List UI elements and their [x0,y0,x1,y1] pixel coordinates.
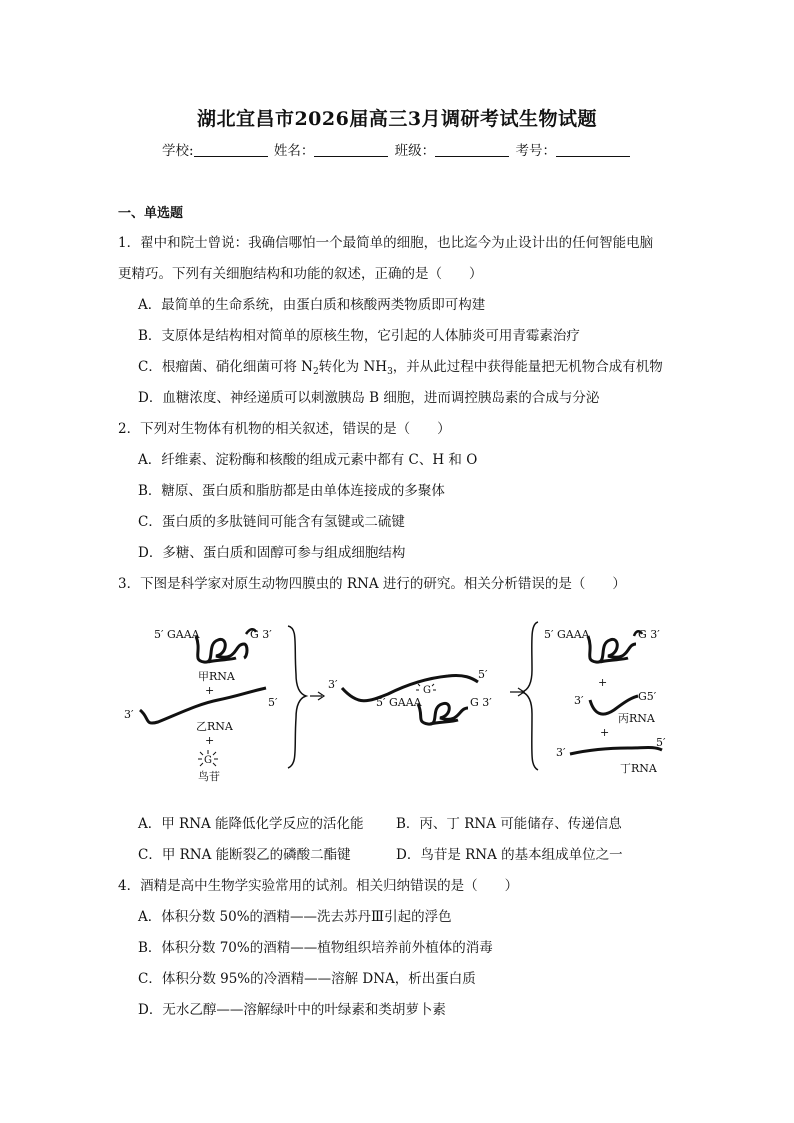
yi-rna-name: 乙RNA [196,720,233,733]
q3-option-d: D．鸟苷是 RNA 的基本组成单位之一 [396,847,623,863]
name-blank[interactable] [314,144,388,157]
ding-3prime: 3′ [556,746,566,759]
rna-diagram [118,614,674,790]
q2-stem: 2．下列对生物体有机物的相关叙述，错误的是（ ） [118,421,451,437]
q3-option-c: C．甲 RNA 能断裂乙的磷酸二酯键 [138,847,351,863]
q1-c-text1: C．根瘤菌、硝化细菌可将 N [138,359,313,375]
school-label: 学校: [162,143,194,159]
section-heading: 一、单选题 [118,206,184,221]
mid-5prime-gaaa: 5′ GAAA [376,696,422,709]
mid-5prime-label: 5′ [478,668,488,681]
q2-option-a: A．纤维素、淀粉酶和核酸的组成元素中都有 C、H 和 O [138,452,478,468]
q2-option-b: B．糖原、蛋白质和脂肪都是由单体连接成的多聚体 [138,483,445,499]
number-blank[interactable] [556,144,630,157]
q1-c-sub1: 2 [312,367,319,377]
q1-option-a: A．最简单的生命系统，由蛋白质和核酸两类物质即可构建 [138,297,486,313]
svg-text:G: G [204,755,212,766]
q3-stem: 3．下图是科学家对原生动物四膜虫的 RNA 进行的研究。相关分析错误的是（ ） [118,576,626,592]
yi-5prime-label: 5′ [268,696,278,709]
bing-g5-label: G5′ [638,690,657,703]
class-label: 班级： [394,143,436,159]
plus-2: + [205,734,215,747]
q1-c-sub2: 3 [387,367,393,377]
q1-option-b: B．支原体是结构相对简单的原核生物，它引起的人体肺炎可用青霉素治疗 [138,328,580,344]
bing-3prime: 3′ [574,694,584,707]
right-jia-3prime: G 3′ [638,628,660,641]
q1-stem-line1: 1．翟中和院士曾说：我确信哪怕一个最简单的细胞，也比迄今为止设计出的任何智能电脑 [118,235,654,251]
right-brace-1 [288,626,306,768]
ding-5prime: 5′ [656,736,666,749]
plus-1: + [205,684,215,697]
q1-c-text2: 转化为 NH [318,359,388,375]
ding-rna-name: 丁RNA [620,762,657,775]
q4-option-a: A．体积分数 50%的酒精——洗去苏丹Ⅲ引起的浮色 [138,909,452,925]
q3-option-a: A．甲 RNA 能降低化学反应的活化能 [138,816,364,832]
jia-rna-name: 甲RNA [198,670,235,683]
mid-3prime-label: 3′ [328,678,338,691]
plus-3: + [598,676,608,689]
q1-option-c [138,355,663,377]
yi-rna-strand [140,688,266,723]
q1-c-text3: ，并从此过程中获得能量把无机物合成有机物 [392,359,663,375]
q4-option-d: D．无水乙醇——溶解绿叶中的叶绿素和类胡萝卜素 [138,1002,446,1018]
q1-option-d: D．血糖浓度、神经递质可以刺激胰岛 B 细胞，进而调控胰岛素的合成与分泌 [138,390,600,406]
q2-option-d: D．多糖、蛋白质和固醇可参与组成细胞结构 [138,545,406,561]
yi-3prime-label: 3′ [124,708,134,721]
jia-5prime-label: 5′ GAAA [154,628,200,641]
arrow-right-icon [310,692,324,700]
svg-text:G: G [423,685,431,696]
right-jia-5prime: 5′ GAAA [544,628,590,641]
plus-4: + [600,726,610,739]
q4-stem: 4．酒精是高中生物学实验常用的试剂。相关归纳错误的是（ ） [118,878,519,894]
school-blank[interactable] [194,144,268,157]
exam-title: 湖北宜昌市2026届高三3月调研考试生物试题 [196,108,598,130]
q4-option-b: B．体积分数 70%的酒精——植物组织培养前外植体的消毒 [138,940,493,956]
q4-option-c: C．体积分数 95%的冷酒精——溶解 DNA，析出蛋白质 [138,971,476,987]
ding-rna-strand [570,748,662,755]
mid-jia-ribozyme [418,703,468,724]
jia-3prime-label: G 3′ [250,628,272,641]
q2-option-c: C．蛋白质的多肽链间可能含有氢键或二硫键 [138,514,405,530]
guanosine-label: 鸟苷 [198,770,220,783]
class-blank[interactable] [435,144,509,157]
q3-option-b: B．丙、丁 RNA 可能储存、传递信息 [396,816,622,832]
guanosine-icon [198,750,218,766]
number-label: 考号： [515,143,556,159]
student-info-line [0,139,794,159]
mid-guanosine-icon [416,684,436,696]
q1-stem-line2: 更精巧。下列有关细胞结构和功能的叙述，正确的是（ ） [118,266,483,282]
right-jia-ribozyme [588,636,636,662]
bing-rna-name: 丙RNA [618,712,655,725]
left-brace-2 [522,622,538,770]
jia-rna-ribozyme [196,636,247,662]
mid-3prime-g: G 3′ [470,696,492,709]
name-label: 姓名： [273,143,315,159]
